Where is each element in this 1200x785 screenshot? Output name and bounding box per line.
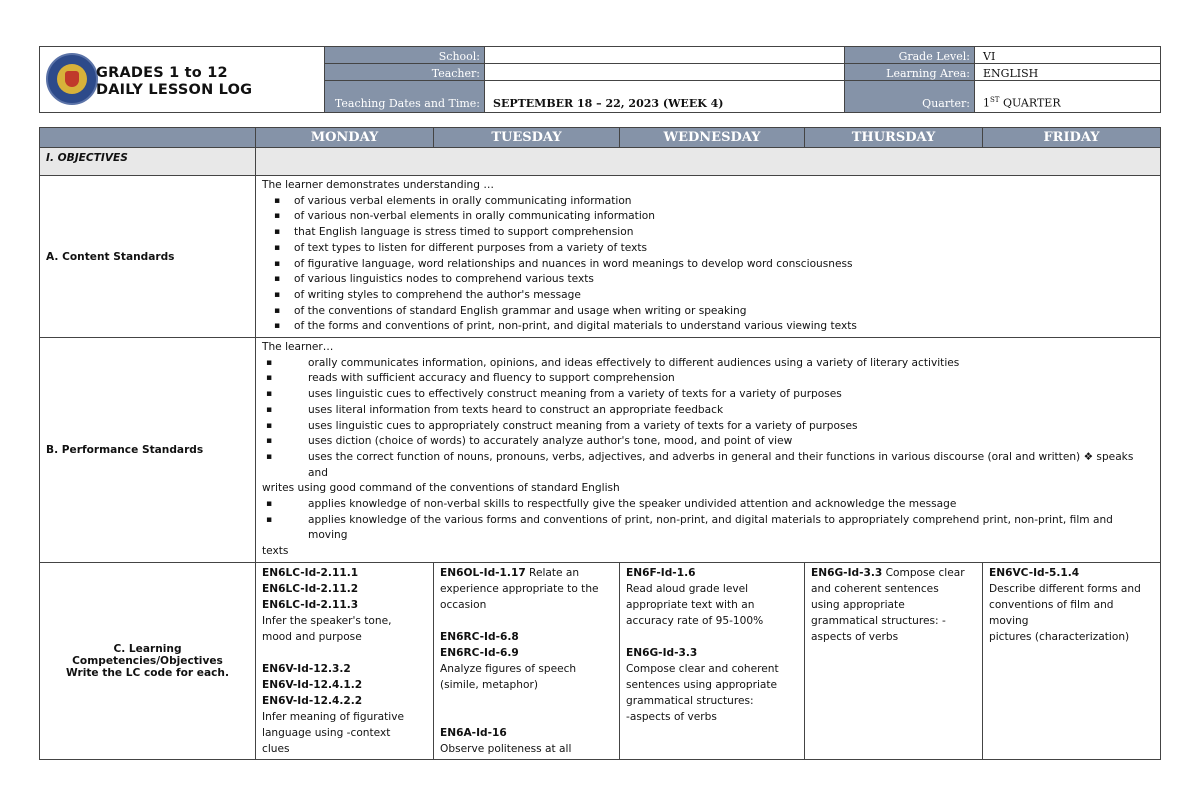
competencies-wednesday — [620, 562, 805, 759]
content-standard-item: ▪ of figurative language, word relationships and nuances in word meanings to develop word consciousness — [262, 257, 1154, 273]
lc-code: EN6G-Id-3.3 — [811, 566, 883, 579]
day-thursday: THURSDAY — [805, 128, 983, 148]
content-standard-item: ▪ of the forms and conventions of print, non-print, and digital materials to understand various viewing texts — [262, 319, 1154, 335]
lc-text: using appropriate — [811, 598, 905, 611]
quarter-label: Quarter: — [845, 81, 975, 113]
performance-standard-item: ▪ orally communicates information, opinions, and ideas effectively to different audiences using a variety of literary activities — [262, 356, 1154, 372]
lc-code: EN6LC-Id-2.11.1 — [262, 566, 359, 579]
lc-text: appropriate text with an — [626, 598, 755, 611]
lc-code: EN6RC-Id-6.9 — [440, 646, 519, 659]
lc-code: EN6VC-Id-5.1.4 — [989, 566, 1080, 579]
lc-text: (simile, metaphor) — [440, 678, 538, 691]
spacer — [262, 645, 427, 661]
lc-code: EN6LC-Id-2.11.2 — [262, 582, 359, 595]
teacher-value[interactable] — [485, 64, 845, 81]
performance-standards-body — [256, 338, 1161, 563]
content-standard-item: ▪ of writing styles to comprehend the author's message — [262, 288, 1154, 304]
lc-text: Compose clear and coherent — [626, 662, 779, 675]
lc-text: clues — [262, 742, 290, 755]
lc-text: Describe different forms and — [989, 582, 1141, 595]
document-title — [96, 65, 252, 99]
competencies-friday — [983, 562, 1161, 759]
lc-text: mood and purpose — [262, 630, 362, 643]
day-header-blank — [40, 128, 256, 148]
competencies-tuesday — [434, 562, 620, 759]
competencies-monday — [256, 562, 434, 759]
performance-standard-item: ▪ uses literal information from texts heard to construct an appropriate feedback — [262, 403, 1154, 419]
lc-code: EN6OL-Id-1.17 — [440, 566, 526, 579]
objectives-fill — [256, 148, 1161, 176]
teacher-label: Teacher: — [325, 64, 485, 81]
teaching-dates-value[interactable]: SEPTEMBER 18 – 22, 2023 (WEEK 4) — [485, 81, 845, 113]
school-value[interactable] — [485, 47, 845, 64]
content-standard-item: ▪ of text types to listen for different purposes from a variety of texts — [262, 241, 1154, 257]
lc-text: accuracy rate of 95-100% — [626, 614, 764, 627]
content-standard-item: ▪ that English language is stress timed to support comprehension — [262, 225, 1154, 241]
performance-standard-item: ▪ uses the correct function of nouns, pronouns, verbs, adjectives, and adverbs in general and their functions in various discourse (oral and written) ❖ speaks and — [262, 450, 1154, 481]
lc-text: aspects of verbs — [811, 630, 899, 643]
lc-text: -aspects of verbs — [626, 710, 717, 723]
lc-code-line — [811, 565, 976, 581]
quarter-number: 1 — [983, 97, 990, 110]
school-label: School: — [325, 47, 485, 64]
grade-level-value[interactable]: VI — [975, 47, 1161, 64]
day-monday: MONDAY — [256, 128, 434, 148]
performance-standard-item: ▪ uses diction (choice of words) to accurately analyze author's tone, mood, and point of view — [262, 434, 1154, 450]
content-standard-item: ▪ of the conventions of standard English grammar and usage when writing or speaking — [262, 304, 1154, 320]
lc-text: Infer the speaker's tone, — [262, 614, 392, 627]
content-standards-intro: The learner demonstrates understanding … — [262, 179, 494, 191]
objectives-label: I. OBJECTIVES — [40, 148, 256, 176]
lc-text: language using -context — [262, 726, 391, 739]
spacer — [440, 693, 613, 725]
lc-text: sentences using appropriate — [626, 678, 778, 691]
quarter-value[interactable] — [975, 81, 1161, 113]
title-line-2: DAILY LESSON LOG — [96, 82, 253, 98]
lesson-log-table — [39, 127, 1161, 760]
lc-text: Observe politeness at all — [440, 742, 572, 755]
title-cell — [40, 47, 325, 113]
lc-code: EN6G-Id-3.3 — [626, 646, 698, 659]
lc-text: conventions of film and moving — [989, 598, 1114, 627]
performance-standard-item: ▪ reads with sufficient accuracy and fluency to support comprehension — [262, 371, 1154, 387]
lc-text: grammatical structures: - — [811, 614, 946, 627]
lc-code: EN6LC-Id-2.11.3 — [262, 598, 359, 611]
spacer — [626, 629, 798, 645]
competencies-label-line-2: Write the LC code for each. — [66, 666, 229, 679]
performance-standard-item: ▪ uses linguistic cues to effectively construct meaning from a variety of texts for a variety of purposes — [262, 387, 1154, 403]
performance-standard-item: texts — [262, 545, 289, 558]
competencies-thursday — [805, 562, 983, 759]
day-wednesday: WEDNESDAY — [620, 128, 805, 148]
performance-standard-item: writes using good command of the conventions of standard English — [262, 482, 620, 495]
lc-code: EN6V-Id-12.4.1.2 — [262, 678, 363, 691]
competencies-label-line-1: C. Learning Competencies/Objectives — [72, 642, 223, 667]
lc-text: experience appropriate to the — [440, 582, 599, 595]
teaching-dates-label: Teaching Dates and Time: — [325, 81, 485, 113]
deped-seal-logo — [46, 53, 98, 105]
lc-text: and coherent sentences — [811, 582, 939, 595]
content-standards-label: A. Content Standards — [40, 176, 256, 338]
performance-standards-intro: The learner… — [262, 341, 334, 354]
content-standard-item: ▪ of various non-verbal elements in orally communicating information — [262, 209, 1154, 225]
spacer — [440, 613, 613, 629]
lc-text: Read aloud grade level — [626, 582, 749, 595]
day-tuesday: TUESDAY — [434, 128, 620, 148]
learning-area-value[interactable]: ENGLISH — [975, 64, 1161, 81]
lc-text: Analyze figures of speech — [440, 662, 577, 675]
lc-text: occasion — [440, 598, 487, 611]
day-friday: FRIDAY — [983, 128, 1161, 148]
quarter-text: QUARTER — [999, 97, 1061, 110]
lc-text: grammatical structures: — [626, 694, 754, 707]
lc-code: EN6V-Id-12.3.2 — [262, 662, 351, 675]
learning-area-label: Learning Area: — [845, 64, 975, 81]
lc-code: EN6V-Id-12.4.2.2 — [262, 694, 363, 707]
performance-standard-item: ▪ applies knowledge of non-verbal skills to respectfully give the speaker undivided attention and acknowledge the message — [262, 497, 1154, 513]
header-table — [39, 46, 1161, 113]
lc-text: Compose clear — [882, 566, 965, 579]
lc-code: EN6A-Id-16 — [440, 726, 507, 739]
quarter-suffix: ST — [990, 96, 1000, 105]
grade-level-label: Grade Level: — [845, 47, 975, 64]
performance-standard-item: ▪ uses linguistic cues to appropriately construct meaning from a variety of texts for a variety of purposes — [262, 419, 1154, 435]
lc-code-line — [440, 565, 613, 581]
lc-text: Relate an — [525, 566, 580, 579]
performance-standard-item: ▪ applies knowledge of the various forms and conventions of print, non-print, and digital materials to appropriately comprehend print, non-print, film and moving — [262, 513, 1154, 544]
lc-code: EN6RC-Id-6.8 — [440, 630, 519, 643]
performance-standards-label: B. Performance Standards — [40, 338, 256, 563]
lc-text: Infer meaning of figurative — [262, 710, 405, 723]
lc-text: pictures (characterization) — [989, 630, 1130, 643]
learning-competencies-label — [40, 562, 256, 759]
content-standards-list — [262, 194, 1154, 335]
content-standard-item: ▪ of various linguistics nodes to comprehend various texts — [262, 272, 1154, 288]
title-line-1: GRADES 1 to 12 — [96, 65, 228, 81]
content-standard-item: ▪ of various verbal elements in orally communicating information — [262, 194, 1154, 210]
lc-code: EN6F-Id-1.6 — [626, 566, 696, 579]
content-standards-body — [256, 176, 1161, 338]
performance-standards-list — [262, 356, 1154, 560]
